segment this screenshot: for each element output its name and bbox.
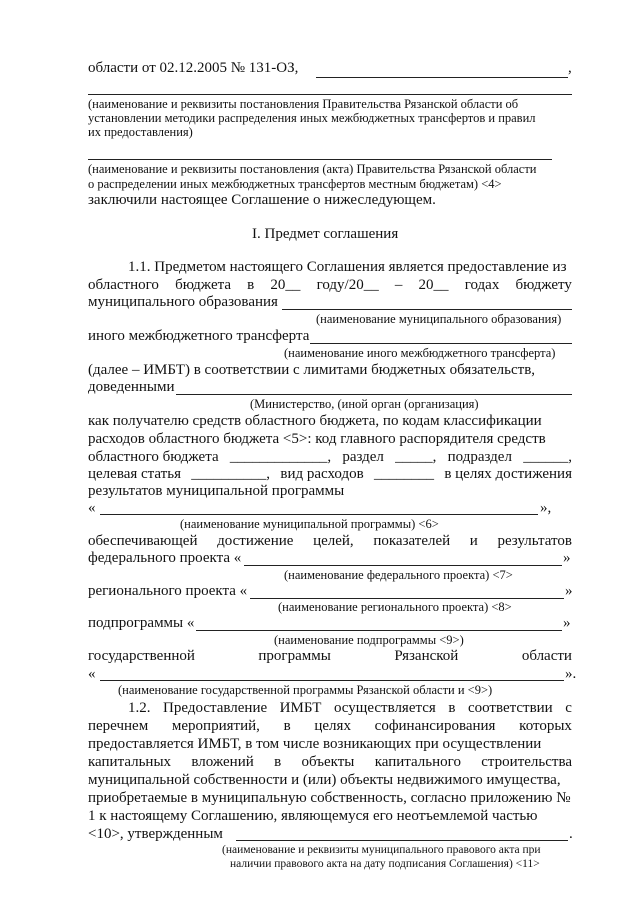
caption: (наименование и реквизиты муниципального правового акта при bbox=[222, 844, 541, 856]
caption: (наименование государственной программы Рязанской области и <9>) bbox=[118, 683, 493, 697]
section-title: I. Предмет соглашения bbox=[252, 226, 399, 242]
quote-open: « bbox=[88, 666, 96, 682]
paragraph-line: обеспечивающей достижение целей, показателей и результатов bbox=[88, 533, 572, 549]
fill-line bbox=[100, 680, 564, 681]
caption: (наименование иного межбюджетного трансферта) bbox=[284, 346, 556, 360]
caption: (наименование регионального проекта) <8> bbox=[278, 600, 512, 614]
paragraph-line: как получателю средств областного бюджета, по кодам классификации bbox=[88, 413, 542, 429]
agreement-line: заключили настоящее Соглашение о нижеследующем. bbox=[88, 192, 436, 208]
caption: (наименование муниципальной программы) <6> bbox=[180, 517, 439, 531]
fill-line bbox=[244, 565, 562, 566]
paragraph-line: 1.2. Предоставление ИМБТ осуществляется в соответствии с bbox=[128, 700, 572, 716]
paragraph-line: муниципальной собственности и (или) объекты недвижимого имущества, bbox=[88, 772, 561, 788]
paragraph-line: капитальных вложений в объекты капитального строительства bbox=[88, 754, 572, 770]
paragraph-line: расходов областного бюджета <5>: код главного распорядителя средств bbox=[88, 431, 546, 447]
paragraph-line: областного бюджета _____________, раздел _____, подраздел ______, bbox=[88, 449, 572, 465]
quote-close: », bbox=[540, 500, 552, 516]
fill-line bbox=[316, 77, 568, 78]
paragraph-line: областного бюджета в 20__ году/20__ – 20__ годах бюджету bbox=[88, 277, 572, 293]
fill-line bbox=[176, 394, 572, 395]
comma: , bbox=[568, 60, 572, 76]
fill-line bbox=[310, 343, 572, 344]
paragraph-line: 1 к настоящему Соглашению, являющемуся его неотъемлемой частью bbox=[88, 808, 538, 824]
quote-close: » bbox=[563, 550, 571, 566]
intro-line: области от 02.12.2005 № 131-ОЗ, bbox=[88, 60, 299, 76]
fill-line bbox=[236, 840, 568, 841]
quote-open: « bbox=[88, 500, 96, 516]
fill-line bbox=[88, 159, 552, 160]
caption: (наименование муниципального образования) bbox=[316, 312, 562, 326]
fill-line bbox=[100, 514, 538, 515]
paragraph-line: предоставляется ИМБТ, в том числе возникающих при осуществлении bbox=[88, 736, 542, 752]
caption: о распределении иных межбюджетных трансфертов местным бюджетам) <4> bbox=[88, 177, 502, 191]
paragraph-line: федерального проекта « bbox=[88, 550, 242, 566]
paragraph-line: регионального проекта « bbox=[88, 583, 248, 599]
fill-line bbox=[250, 598, 564, 599]
paragraph-line: государственной программы Рязанской области bbox=[88, 648, 572, 664]
paragraph-line: целевая статья __________, вид расходов ________ в целях достижения bbox=[88, 466, 572, 482]
fill-line bbox=[282, 309, 572, 310]
paragraph-line: результатов муниципальной программы bbox=[88, 483, 345, 499]
paragraph-line: <10>, утвержденным bbox=[88, 826, 223, 842]
caption: (наименование федерального проекта) <7> bbox=[284, 568, 513, 582]
fill-line bbox=[88, 94, 572, 95]
paragraph-line: иного межбюджетного трансферта bbox=[88, 328, 310, 344]
paragraph-line: перечнем мероприятий, в целях софинансирования которых bbox=[88, 718, 572, 734]
paragraph-line: подпрограммы « bbox=[88, 615, 195, 631]
caption: (наименование подпрограммы <9>) bbox=[274, 633, 464, 647]
quote-close: ». bbox=[565, 666, 577, 682]
paragraph-line: (далее – ИМБТ) в соответствии с лимитами бюджетных обязательств, bbox=[88, 362, 536, 378]
caption: (наименование и реквизиты постановления (акта) Правительства Рязанской области bbox=[88, 162, 537, 176]
quote-close: » bbox=[563, 615, 571, 631]
caption: их предоставления) bbox=[88, 125, 193, 139]
quote-close: » bbox=[565, 583, 573, 599]
paragraph-line: 1.1. Предметом настоящего Соглашения является предоставление из bbox=[128, 259, 567, 275]
period: . bbox=[569, 826, 573, 842]
caption: установлении методики распределения иных межбюджетных трансфертов и правил bbox=[88, 111, 536, 125]
caption: (наименование и реквизиты постановления Правительства Рязанской области об bbox=[88, 97, 519, 111]
paragraph-line: доведенными bbox=[88, 379, 175, 395]
caption: наличии правового акта на дату подписания Соглашения) <11> bbox=[230, 858, 540, 870]
paragraph-line: муниципального образования bbox=[88, 294, 278, 310]
paragraph-line: приобретаемые в муниципальную собственность, согласно приложению № bbox=[88, 790, 571, 806]
fill-line bbox=[196, 630, 562, 631]
caption: (Министерство, (иной орган (организация) bbox=[250, 397, 479, 411]
